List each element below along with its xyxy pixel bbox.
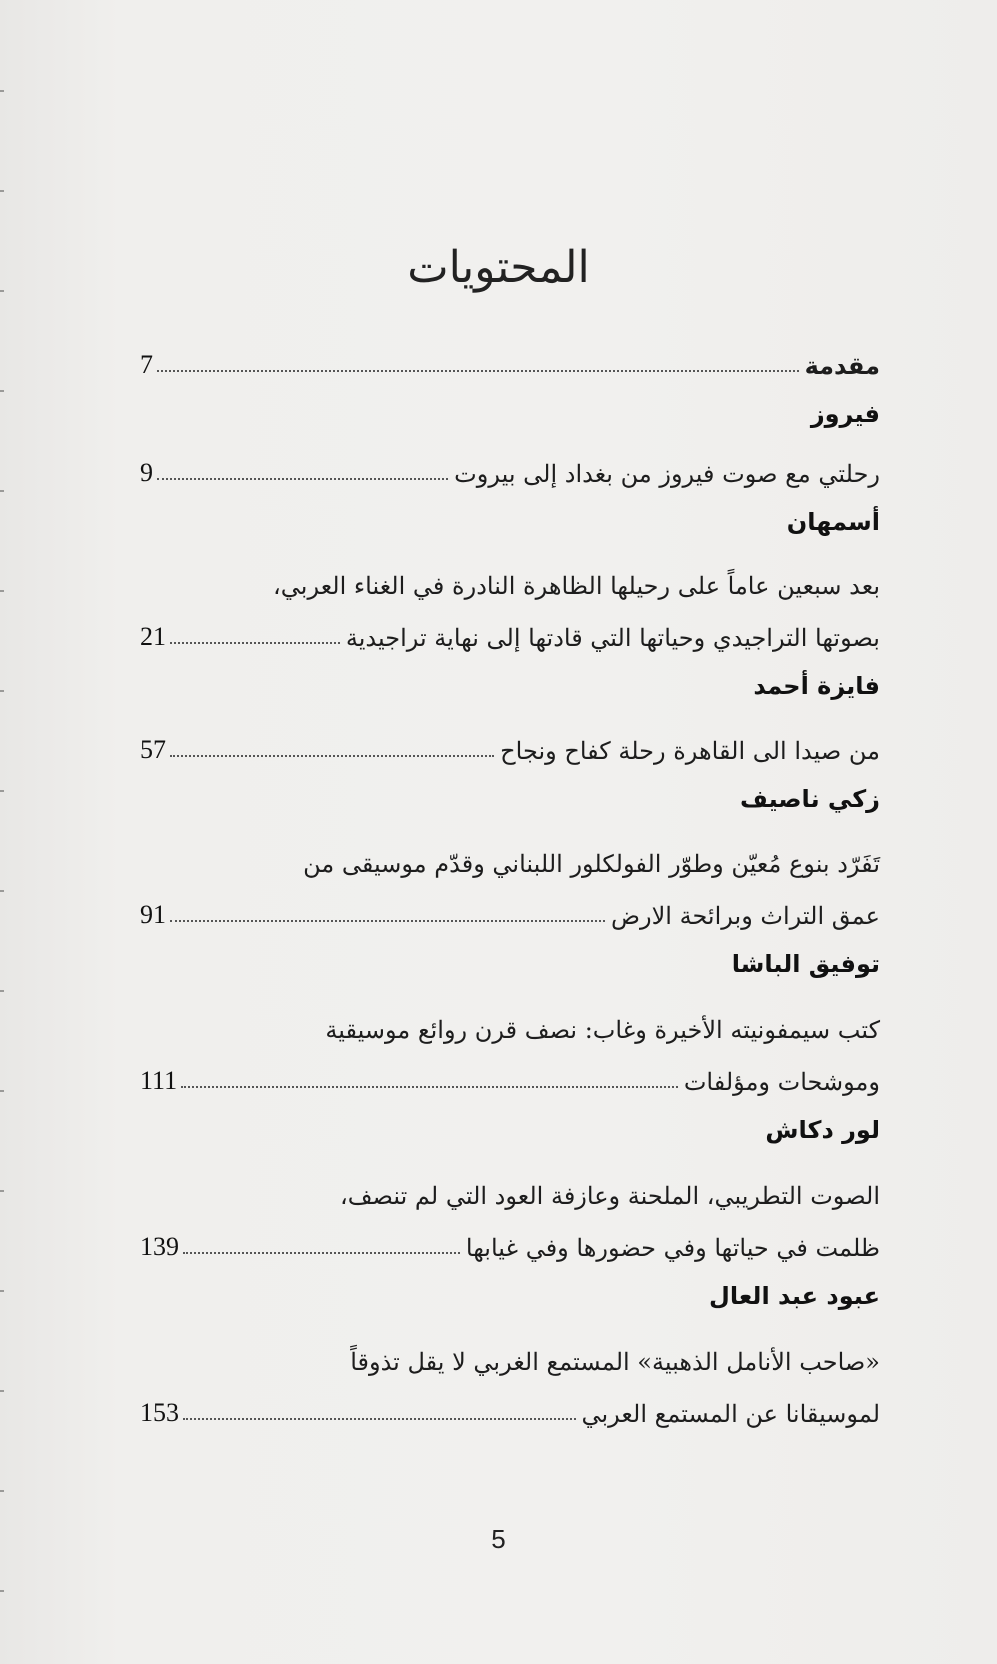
- page-ref: 7: [140, 350, 153, 379]
- page-ref: 111: [140, 1066, 178, 1095]
- toc-entry-lour-line1: [140, 1170, 880, 1210]
- toc-entry-text: بعد سبعين عاماً على رحيلها الظاهرة النادرة في الغناء العربي،: [273, 572, 880, 600]
- toc-entry-intro[interactable]: [140, 340, 880, 380]
- toc-entry-fairuz[interactable]: [140, 448, 880, 488]
- section-heading-abboud: عبود عبد العال: [709, 1282, 880, 1310]
- page-ref: 91: [140, 900, 166, 929]
- toc-entry-text: وموشحات ومؤلفات: [683, 1068, 880, 1096]
- section-heading-asmahan: أسمهان: [786, 508, 880, 536]
- section-heading-faiza: فايزة أحمد: [753, 672, 880, 700]
- toc-entry-tawfiq[interactable]: [140, 1056, 880, 1096]
- dot-leader: [170, 754, 494, 757]
- toc-entry-text: «صاحب الأنامل الذهبية» المستمع الغربي لا يقل تذوقاً: [350, 1348, 880, 1376]
- toc-entry-text: رحلتي مع صوت فيروز من بغداد إلى بيروت: [454, 460, 880, 488]
- toc-entry-zaki-line1: [140, 838, 880, 878]
- toc-entry-text: بصوتها التراجيدي وحياتها التي قادتها إلى نهاية تراجيدية: [345, 624, 880, 652]
- page-ref: 9: [140, 458, 153, 487]
- section-heading-zaki: زكي ناصيف: [739, 785, 880, 813]
- section-heading-lour: لور دكاش: [765, 1116, 880, 1144]
- section-heading-fairuz: فيروز: [810, 400, 880, 428]
- dot-leader: [183, 1251, 460, 1254]
- toc-entry-text: عمق التراث وبرائحة الارض: [610, 902, 880, 930]
- toc-entry-abboud[interactable]: [140, 1388, 880, 1428]
- toc-entry-faiza[interactable]: [140, 725, 880, 765]
- toc-entry-abboud-line1: [140, 1336, 880, 1376]
- toc-entry-lour[interactable]: [140, 1222, 880, 1262]
- toc-entry-asmahan[interactable]: [140, 612, 880, 652]
- dot-leader: [181, 1085, 678, 1088]
- toc-entry-zaki[interactable]: [140, 890, 880, 930]
- page-number: 5: [491, 1524, 506, 1554]
- page-ref: 57: [140, 735, 166, 764]
- toc-entry-asmahan-line1: [140, 560, 880, 600]
- toc-entry-text: كتب سيمفونيته الأخيرة وغاب: نصف قرن روائع موسيقية: [325, 1016, 880, 1044]
- toc-entry-tawfiq-line1: [140, 1004, 880, 1044]
- toc-entry-text: ظلمت في حياتها وفي حضورها وفي غيابها: [465, 1234, 880, 1262]
- dot-leader: [170, 641, 340, 644]
- dot-leader: [183, 1417, 576, 1420]
- page-ref: 139: [140, 1232, 179, 1261]
- toc-entry-text: لموسيقانا عن المستمع العربي: [581, 1400, 880, 1428]
- page-ref: 153: [140, 1398, 179, 1427]
- dot-leader: [157, 369, 799, 372]
- toc-entry-text: الصوت التطريبي، الملحنة وعازفة العود التي لم تنصف،: [339, 1182, 880, 1210]
- section-heading-tawfiq: توفيق الباشا: [731, 950, 880, 978]
- dot-leader: [157, 477, 448, 480]
- toc-entry-label: مقدمة: [804, 352, 880, 380]
- toc-entry-text: من صيدا الى القاهرة رحلة كفاح ونجاح: [500, 737, 880, 765]
- page-ref: 21: [140, 622, 166, 651]
- page-title: المحتويات: [407, 242, 590, 293]
- dot-leader: [170, 919, 605, 922]
- toc-entry-text: تَفَرّد بنوع مُعيّن وطوّر الفولكلور اللبناني وقدّم موسيقى من: [303, 850, 880, 878]
